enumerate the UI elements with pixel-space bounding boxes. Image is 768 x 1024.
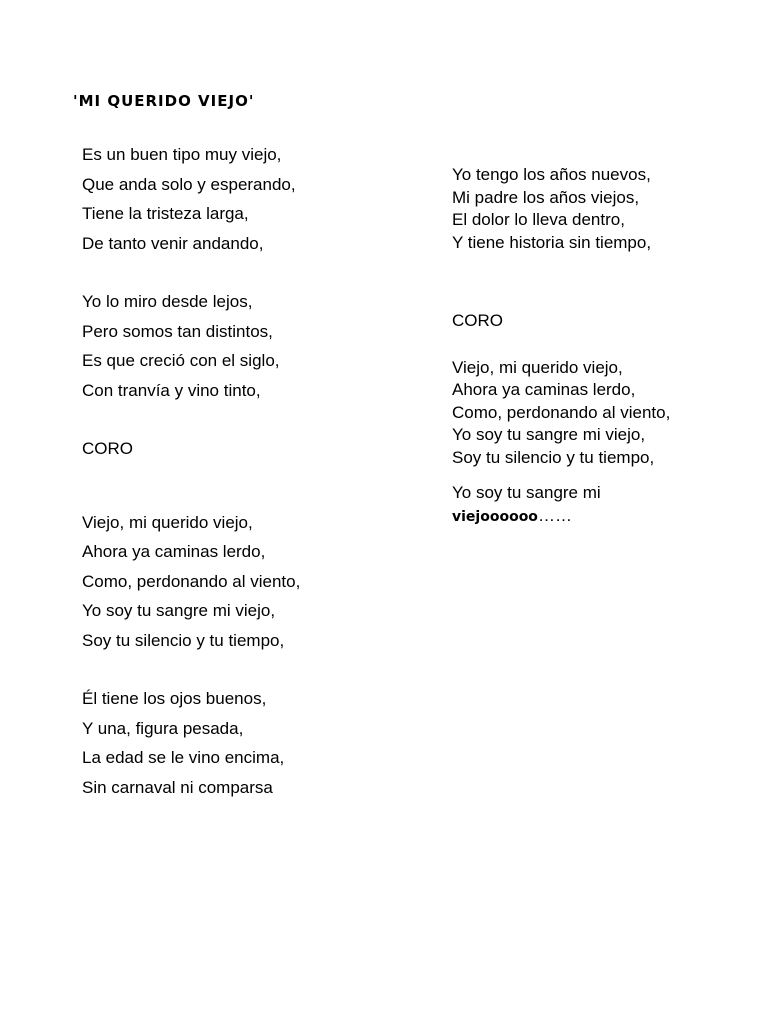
verse-line: Sin carnaval ni comparsa bbox=[82, 777, 273, 797]
stanza-gap bbox=[82, 464, 300, 508]
verse-fragment-ellipsis: …… bbox=[537, 505, 572, 525]
chorus-label: CORO bbox=[82, 439, 133, 458]
stanza-gap bbox=[452, 254, 670, 310]
stanza-gap bbox=[82, 258, 300, 287]
verse-line: Y una, figura pesada, bbox=[82, 718, 244, 738]
verse-fragment-bold: viejoooooo bbox=[452, 508, 538, 525]
right-column bbox=[452, 164, 670, 527]
chorus-label: CORO bbox=[452, 311, 503, 330]
stanza bbox=[452, 482, 670, 527]
verse-line: Como, perdonando al viento, bbox=[452, 402, 671, 422]
verse-line: Soy tu silencio y tu tiempo, bbox=[82, 630, 285, 650]
stanza bbox=[452, 357, 670, 470]
verse-line: Viejo, mi querido viejo, bbox=[82, 512, 253, 532]
stanza-gap bbox=[82, 655, 300, 684]
verse-line: El dolor lo lleva dentro, bbox=[452, 210, 625, 229]
verse-line: Ahora ya caminas lerdo, bbox=[82, 542, 266, 561]
verse-line: Que anda solo y esperando, bbox=[82, 174, 296, 194]
stanza-gap bbox=[452, 469, 670, 482]
verse-line: Viejo, mi querido viejo, bbox=[452, 357, 623, 377]
verse-line: De tanto venir andando, bbox=[82, 233, 264, 253]
verse-line: Pero somos tan distintos, bbox=[82, 321, 273, 341]
verse-line: Mi padre los años viejos, bbox=[452, 187, 640, 207]
verse-line: Yo soy tu sangre mi bbox=[452, 483, 601, 502]
verse-line: Yo soy tu sangre mi viejo, bbox=[452, 425, 646, 444]
verse-line: Es que creció con el siglo, bbox=[82, 351, 280, 370]
stanza bbox=[82, 140, 300, 258]
verse-line bbox=[452, 505, 670, 528]
verse-line: La edad se le vino encima, bbox=[82, 748, 285, 767]
song-title: 'MI QUERIDO VIEJO' bbox=[73, 92, 255, 110]
verse-line: Es un buen tipo muy viejo, bbox=[82, 145, 282, 164]
verse-line: Yo lo miro desde lejos, bbox=[82, 292, 253, 311]
stanza bbox=[82, 287, 300, 405]
verse-line: Como, perdonando al viento, bbox=[82, 571, 301, 591]
verse-line: Ahora ya caminas lerdo, bbox=[452, 380, 636, 399]
stanza-gap bbox=[82, 405, 300, 434]
verse-line: Tiene la tristeza larga, bbox=[82, 204, 249, 223]
stanza-gap bbox=[452, 333, 670, 357]
verse-line: Y tiene historia sin tiempo, bbox=[452, 232, 652, 252]
left-column bbox=[82, 140, 300, 802]
verse-line: Él tiene los ojos buenos, bbox=[82, 689, 267, 708]
verse-line: Yo soy tu sangre mi viejo, bbox=[82, 601, 276, 620]
verse-line: Yo tengo los años nuevos, bbox=[452, 165, 651, 184]
verse-line: Con tranvía y vino tinto, bbox=[82, 380, 261, 400]
verse-line: Soy tu silencio y tu tiempo, bbox=[452, 447, 655, 467]
stanza bbox=[82, 684, 300, 802]
stanza bbox=[82, 508, 300, 656]
stanza bbox=[452, 164, 670, 254]
